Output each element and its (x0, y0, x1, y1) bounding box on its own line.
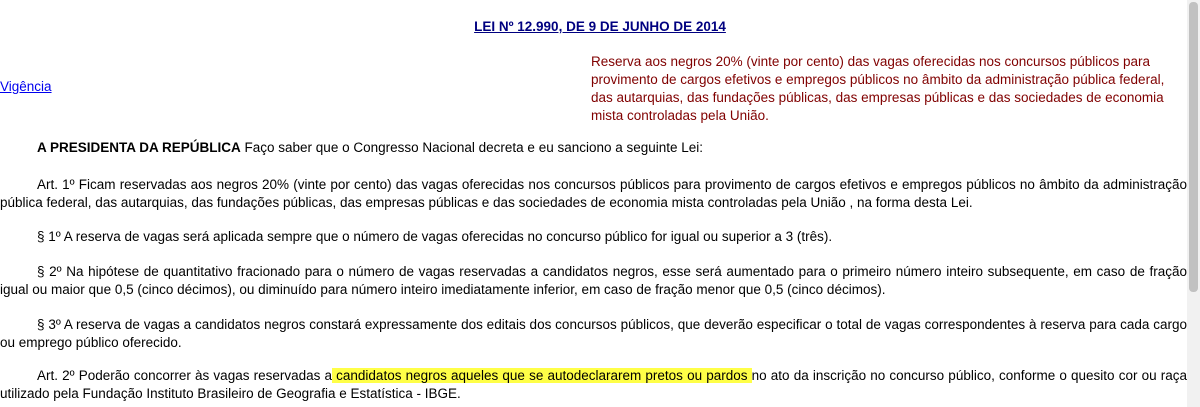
article-2 (0, 367, 1187, 403)
law-title-link[interactable]: LEI Nº 12.990, DE 9 DE JUNHO DE 2014 (474, 19, 726, 34)
article-2-highlight: candidatos negros aqueles que se autodeclararem pretos ou pardos (332, 368, 752, 383)
paragraph-2-text: § 2º Na hipótese de quantitativo fracionado para o número de vagas reservadas a candidatos negros, esse será aumentado para o primeiro número inteiro subsequente, em caso de fração igual ou maior que 0,5 (cinco décimos), ou diminuído para número inteiro imediatamente inferior, em caso de fração menor que 0,5 (cinco décimos). (0, 264, 1187, 297)
vertical-scrollbar[interactable] (1187, 0, 1200, 407)
preamble-text: Faço saber que o Congresso Nacional decreta e eu sanciono a seguinte Lei: (240, 140, 704, 155)
paragraph-1-text: § 1º A reserva de vagas será aplicada sempre que o número de vagas oferecidas no concurso público for igual ou superior a 3 (três). (37, 229, 833, 244)
article-2-text-before: Art. 2º Poderão concorrer às vagas reservadas a (37, 368, 333, 383)
paragraph-3-text: § 3º A reserva de vagas a candidatos negros constará expressamente dos editais dos concursos públicos, que deverão especificar o total de vagas correspondentes à reserva para cada cargo ou emprego público oferecido. (0, 317, 1187, 350)
paragraph-2 (0, 263, 1187, 299)
article-2-text-after: no ato da inscrição no concurso público, conforme o quesito cor ou raça utilizado pela Fundação Instituto Brasileiro de Geografia e Estatística - IBGE. (0, 368, 1187, 401)
paragraph-3 (0, 316, 1187, 352)
vigencia-link[interactable]: Vigência (0, 79, 52, 94)
article-1 (0, 176, 1187, 212)
preamble (0, 139, 1187, 157)
paragraph-1 (0, 228, 1187, 246)
scrollbar-thumb[interactable] (1189, 2, 1198, 292)
preamble-bold: A PRESIDENTA DA REPÚBLICA (37, 140, 241, 155)
ementa: Reserva aos negros 20% (vinte por cento) das vagas oferecidas nos concursos públicos para provimento de cargos efetivos e empregos públicos no âmbito da administração pública federal, das autarquias, das fundações públicas, das empresas públicas e das sociedades de economia mista controladas pela União. (591, 54, 1165, 123)
article-1-text: Art. 1º Ficam reservadas aos negros 20% (vinte por cento) das vagas oferecidas nos concursos públicos para provimento de cargos efetivos e empregos públicos no âmbito da administração pública federal, das autarquias, das fundações públicas, das empresas públicas e das sociedades de economia mista controladas pela União , na forma desta Lei. (0, 177, 1187, 210)
law-title (0, 19, 1200, 34)
